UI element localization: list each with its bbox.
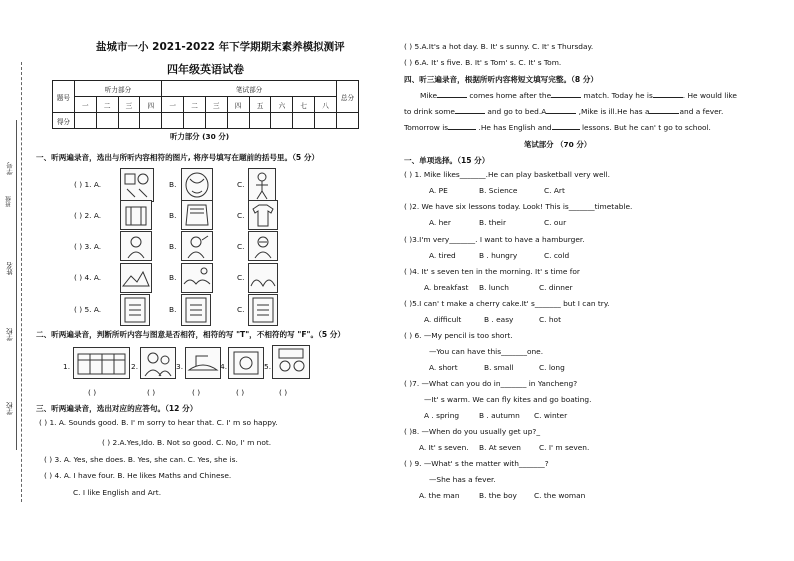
score-col: 五 bbox=[249, 97, 271, 113]
s1-heading: 一、单项选择。（15 分） bbox=[404, 156, 490, 165]
picture-option bbox=[120, 200, 152, 230]
score-cell[interactable] bbox=[205, 113, 227, 129]
q3-line-6: ( ) 6.A. It' s five. B. It' s Tom' s. C. It' s Tom. bbox=[404, 58, 562, 67]
q3-line: ( ) 4. A. I have four. B. He likes Maths and Chinese. bbox=[44, 471, 232, 480]
score-col: 三 bbox=[205, 97, 227, 113]
picture-option bbox=[181, 200, 213, 230]
mc-option: C. cold bbox=[544, 251, 570, 260]
score-cell[interactable] bbox=[184, 113, 206, 129]
q2-answer-bracket[interactable]: ( ) bbox=[147, 388, 156, 397]
score-cell[interactable] bbox=[162, 113, 184, 129]
score-table-header-tihao: 题号 bbox=[53, 81, 75, 113]
passage-line-1: Mike comes home after the match. Today he is . He would like bbox=[420, 91, 737, 100]
mc-question: ( )5.I can' t make a cherry cake.It' s_______ but I can try. bbox=[404, 299, 610, 308]
picture-option bbox=[120, 263, 152, 293]
mc-option: C. Art bbox=[544, 186, 565, 195]
q4-heading: 四、听三遍录音，根据所听内容将短文填写完整。（8 分） bbox=[404, 75, 598, 84]
score-table bbox=[52, 80, 359, 129]
score-cell[interactable] bbox=[96, 113, 118, 129]
q2-answer-bracket[interactable]: ( ) bbox=[279, 388, 288, 397]
picture-option bbox=[120, 294, 150, 326]
picture-option bbox=[248, 168, 276, 202]
option-b-label: B. bbox=[169, 305, 177, 314]
option-c-label: C. bbox=[237, 273, 245, 282]
mc-option: A . spring bbox=[424, 411, 460, 420]
score-col: 七 bbox=[293, 97, 315, 113]
score-col: 四 bbox=[227, 97, 249, 113]
picture-option bbox=[248, 231, 278, 261]
binding-dashed-line bbox=[21, 62, 22, 502]
score-cell[interactable] bbox=[293, 113, 315, 129]
q3-line-5: ( ) 5.A.It's a hot day. B. It' s sunny. C. It' s Thursday. bbox=[404, 42, 594, 51]
q1-heading: 一、听两遍录音，选出与所听内容相符的图片, 将序号填写在题前的括号里。（5 分） bbox=[36, 153, 320, 162]
q1-number: ( ) 1. A. bbox=[74, 180, 102, 189]
score-cell[interactable] bbox=[74, 113, 96, 129]
mc-question: ( ) 9. —What' s the matter with_______? bbox=[404, 459, 549, 468]
binding-label-xingming: 姓名 bbox=[6, 262, 14, 275]
picture-option bbox=[140, 347, 176, 379]
score-table-header-defen: 得分 bbox=[53, 113, 75, 129]
picture-option bbox=[181, 294, 211, 326]
q2-answer-bracket[interactable]: ( ) bbox=[236, 388, 245, 397]
score-col: 六 bbox=[271, 97, 293, 113]
mc-option: B . autumn bbox=[479, 411, 520, 420]
school-title: 盐城市一小 2021-2022 年下学期期末素养模拟测评 bbox=[96, 41, 345, 53]
q3-line: C. I like English and Art. bbox=[73, 488, 162, 497]
q1-number: ( ) 2. A. bbox=[74, 211, 102, 220]
picture-option bbox=[248, 200, 278, 230]
q1-number: ( ) 4. A. bbox=[74, 273, 102, 282]
mc-subline: —She has a fever. bbox=[429, 475, 496, 484]
mc-option: C. dinner bbox=[539, 283, 573, 292]
mc-question: ( ) 6. —My pencil is too short. bbox=[404, 331, 513, 340]
picture-option bbox=[181, 168, 213, 202]
q3-line: ( ) 1. A. Sounds good. B. I' m sorry to hear that. C. I' m so happy. bbox=[39, 418, 278, 427]
score-table-listening: 听力部分 bbox=[74, 81, 161, 97]
mc-option: B. lunch bbox=[479, 283, 509, 292]
mc-question: ( )7. —What can you do in_______ in Yancheng? bbox=[404, 379, 578, 388]
score-col: 八 bbox=[315, 97, 337, 113]
mc-option: A. short bbox=[429, 363, 458, 372]
score-table-writing: 笔试部分 bbox=[162, 81, 337, 97]
mc-question: ( )4. It' s seven ten in the morning. It' s time for bbox=[404, 267, 580, 276]
picture-option bbox=[120, 168, 154, 202]
mc-question: ( )8. —When do you usually get up?_ bbox=[404, 427, 541, 436]
mc-option: A. breakfast bbox=[424, 283, 469, 292]
score-cell[interactable] bbox=[140, 113, 162, 129]
q2-number: 2. bbox=[131, 362, 139, 371]
mc-option: A. difficult bbox=[424, 315, 462, 324]
option-b-label: B. bbox=[169, 273, 177, 282]
score-cell[interactable] bbox=[336, 113, 358, 129]
mc-option: B. small bbox=[484, 363, 514, 372]
q1-number: ( ) 5. A. bbox=[74, 305, 102, 314]
score-col: 四 bbox=[140, 97, 162, 113]
listening-heading: 听力部分 (30 分) bbox=[170, 132, 230, 141]
mc-question: ( ) 1. Mike likes_______.He can play basketball very well. bbox=[404, 170, 610, 179]
mc-option: C. our bbox=[544, 218, 567, 227]
q2-number: 1. bbox=[63, 362, 71, 371]
mc-option: A. the man bbox=[419, 491, 460, 500]
q3-line: ( ) 2.A.Yes,Ido. B. Not so good. C. No, I' m not. bbox=[102, 438, 272, 447]
binding-label-school: 学校 bbox=[6, 402, 14, 415]
passage-line-2: to drink some and go to bed.A ,Mike is ill.He has a and a fever. bbox=[404, 107, 724, 116]
picture-option bbox=[120, 231, 152, 261]
score-cell[interactable] bbox=[227, 113, 249, 129]
mc-option: B. the boy bbox=[479, 491, 517, 500]
mc-option: C. the woman bbox=[534, 491, 586, 500]
option-c-label: C. bbox=[237, 180, 245, 189]
score-table-total: 总分 bbox=[336, 81, 358, 113]
score-cell[interactable] bbox=[315, 113, 337, 129]
mc-option: B. Science bbox=[479, 186, 518, 195]
mc-question: ( )2. We have six lessons today. Look! This is_______timetable. bbox=[404, 202, 633, 211]
writing-heading: 笔试部分 （70 分） bbox=[524, 140, 592, 149]
picture-option bbox=[185, 347, 221, 379]
mc-subline: —It' s warm. We can fly kites and go boating. bbox=[424, 395, 592, 404]
picture-option bbox=[272, 345, 310, 379]
option-b-label: B. bbox=[169, 211, 177, 220]
mc-question: ( )3.I'm very_______. I want to have a hamburger. bbox=[404, 235, 585, 244]
mc-option: A. her bbox=[429, 218, 451, 227]
q2-answer-bracket[interactable]: ( ) bbox=[192, 388, 201, 397]
mc-option: B. their bbox=[479, 218, 506, 227]
score-col: 一 bbox=[162, 97, 184, 113]
option-b-label: B. bbox=[169, 180, 177, 189]
picture-option bbox=[248, 263, 278, 293]
q2-heading: 二、听两遍录音，判断所听内容与图意是否相符，相符的写 "T"，不相符的写 "F"。（5 分） bbox=[36, 330, 345, 339]
q3-heading: 三、听两遍录音，选出对应的应答句。（12 分） bbox=[36, 404, 198, 413]
q2-number: 3. bbox=[176, 362, 184, 371]
mc-option: C. winter bbox=[534, 411, 568, 420]
q1-number: ( ) 3. A. bbox=[74, 242, 102, 251]
option-c-label: C. bbox=[237, 242, 245, 251]
mc-option: B. At seven bbox=[479, 443, 521, 452]
q2-number: 4. bbox=[220, 362, 228, 371]
score-col: 二 bbox=[184, 97, 206, 113]
mc-option: A. PE bbox=[429, 186, 448, 195]
picture-option bbox=[181, 231, 213, 261]
mc-option: A. It' s seven. bbox=[419, 443, 469, 452]
binding-label-xuexiao: 学校 bbox=[6, 328, 14, 341]
picture-option bbox=[181, 263, 213, 293]
binding-solid-line bbox=[16, 120, 17, 450]
picture-option bbox=[248, 294, 278, 326]
option-c-label: C. bbox=[237, 305, 245, 314]
score-col: 三 bbox=[118, 97, 140, 113]
q2-number: 5. bbox=[264, 362, 272, 371]
mc-option: A. tired bbox=[429, 251, 456, 260]
passage-line-3: Tomorrow is .He has English and lessons. But he can' t go to school. bbox=[404, 123, 711, 132]
q3-line: ( ) 3. A. Yes, she does. B. Yes, she can. C. Yes, she is. bbox=[44, 455, 238, 464]
mc-option: C. I' m seven. bbox=[539, 443, 590, 452]
q2-answer-bracket[interactable]: ( ) bbox=[88, 388, 97, 397]
score-col: 二 bbox=[96, 97, 118, 113]
option-c-label: C. bbox=[237, 211, 245, 220]
binding-label-banji: 班级 bbox=[6, 196, 12, 207]
score-col: 一 bbox=[74, 97, 96, 113]
mc-option: C. long bbox=[539, 363, 565, 372]
picture-option bbox=[228, 347, 264, 379]
picture-option bbox=[73, 347, 130, 379]
mc-subline: —You can have this_______one. bbox=[429, 347, 544, 356]
score-cell[interactable] bbox=[118, 113, 140, 129]
score-cell[interactable] bbox=[271, 113, 293, 129]
exam-title: 四年级英语试卷 bbox=[167, 63, 244, 76]
binding-label-xuehao: 学号 bbox=[6, 162, 14, 175]
score-cell[interactable] bbox=[249, 113, 271, 129]
option-b-label: B. bbox=[169, 242, 177, 251]
mc-option: B . easy bbox=[484, 315, 514, 324]
mc-option: B . hungry bbox=[479, 251, 518, 260]
mc-option: C. hot bbox=[539, 315, 561, 324]
